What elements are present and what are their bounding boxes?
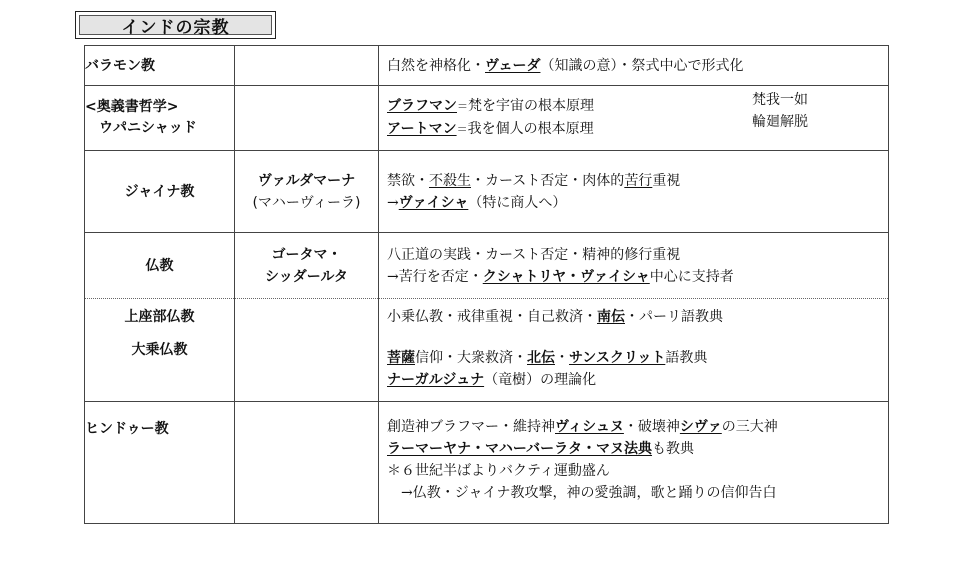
desc-upanishad [379,86,889,151]
founder-mahayana [235,335,379,402]
text-fragment: 禁欲・ [387,172,429,189]
row-mahayana [85,335,889,402]
text-line: 八正道の実践・カースト否定・精神的修行重視 [387,246,681,263]
name-mahayana: 大乗仏教 [85,335,235,402]
keyword-atman: アートマン [387,121,457,137]
keyword-epics: ラーマーヤナ・マハーバーラタ・マヌ法典 [387,441,653,457]
name-upanishad [85,86,235,151]
text-fragment: ＝ [456,123,468,136]
founder-buddhism [235,233,379,299]
text-line: →仏教・ジャイナ教攻撃，神の愛強調，歌と踊りの信仰告白 [401,485,777,501]
founder-hindu [235,402,379,524]
name-line: ウパニシャッド [99,120,197,136]
text-fragment: 白然を神格化・ [387,57,485,74]
founder-line: ヴァルダマーナ [257,172,356,189]
title-box [75,11,276,39]
name-line: <奥義書哲学> [85,99,179,115]
keyword-brahman: ブラフマン [387,98,457,114]
text-fragment: ・ [555,349,569,366]
text-fragment: →苦行を否定・ [387,268,483,285]
keyword-shiva: シヴァ [679,419,722,435]
desc-mahayana [379,335,889,402]
text-fragment: 梵を宇宙の根本原理 [468,98,594,114]
text-fragment: の三大神 [721,419,778,435]
desc-jain [379,151,889,233]
text-fragment: ＝ [457,100,468,113]
text-fragment: も教典 [652,441,695,457]
desc-buddhism [379,233,889,299]
text-fragment: → [387,194,399,211]
text-fragment: 信仰・大衆救済・ [415,349,527,366]
desc-hindu [379,402,889,524]
name-buddhism: 仏教 [85,233,235,299]
text-fragment: （特に商人へ） [468,194,567,211]
row-brahman [85,46,889,86]
name-theravada: 上座部仏教 [85,299,235,335]
keyword-bodhisattva: 菩薩 [387,349,415,366]
founder-line: ゴータマ・ [271,246,342,263]
side-note: 輪廻解脱 [752,114,808,130]
founder-theravada [235,299,379,335]
row-upanishad [85,86,889,151]
text-fragment: 中心に支持者 [649,268,734,285]
name-brahman: バラモン教 [85,46,235,86]
row-hindu [85,402,889,524]
founder-brahman [235,46,379,86]
text-fragment: ・カースト否定・肉体的 [471,172,625,189]
text-fragment: （知識の意）・祭式中心で形式化 [540,57,744,74]
text-fragment: 語教典 [665,349,708,366]
keyword-ahimsa: 不殺生 [429,172,471,189]
keyword-vaishya: ヴァイシャ [398,194,469,211]
text-fragment: 創造神ブラフマー・維持神 [387,419,555,435]
text-fragment: 我を個人の根本原理 [467,121,594,137]
name-jain: ジャイナ教 [85,151,235,233]
text-line: ＊６世紀半ばよりバクティ運動盛ん [387,463,610,479]
religion-table [84,45,889,524]
row-theravada [85,299,889,335]
page-title: インドの宗教 [79,15,272,35]
keyword-nagarjuna: ナーガルジュナ [387,371,485,388]
keyword-asceticism: 苦行 [624,172,653,189]
text-fragment: ・破壊神 [623,419,680,435]
keyword-northern: 北伝 [527,349,555,366]
founder-jain [235,151,379,233]
side-note: 梵我一如 [752,92,808,108]
row-buddhism [85,233,889,299]
founder-line: (マハーヴィーラ) [252,194,361,211]
text-fragment: 小乗仏教・戒律重視・自己救済・ [387,308,597,325]
keyword-southern: 南伝 [597,308,625,325]
keyword-veda: ヴェーダ [485,57,541,74]
keyword-sanskrit: サンスクリット [569,349,666,366]
desc-brahman [379,46,889,86]
text-fragment: （竜樹）の理論化 [484,371,597,388]
keyword-kshatriya-vaishya: クシャトリヤ・ヴァイシャ [482,268,650,285]
founder-line: シッダールタ [265,268,348,285]
founder-upanishad [235,86,379,151]
keyword-vishnu: ヴィシュヌ [555,419,624,435]
row-jain [85,151,889,233]
desc-theravada [379,299,889,335]
text-fragment: 重視 [652,172,681,189]
text-fragment: ・パーリ語教典 [625,308,723,325]
name-hindu: ヒンドゥー教 [85,402,235,524]
